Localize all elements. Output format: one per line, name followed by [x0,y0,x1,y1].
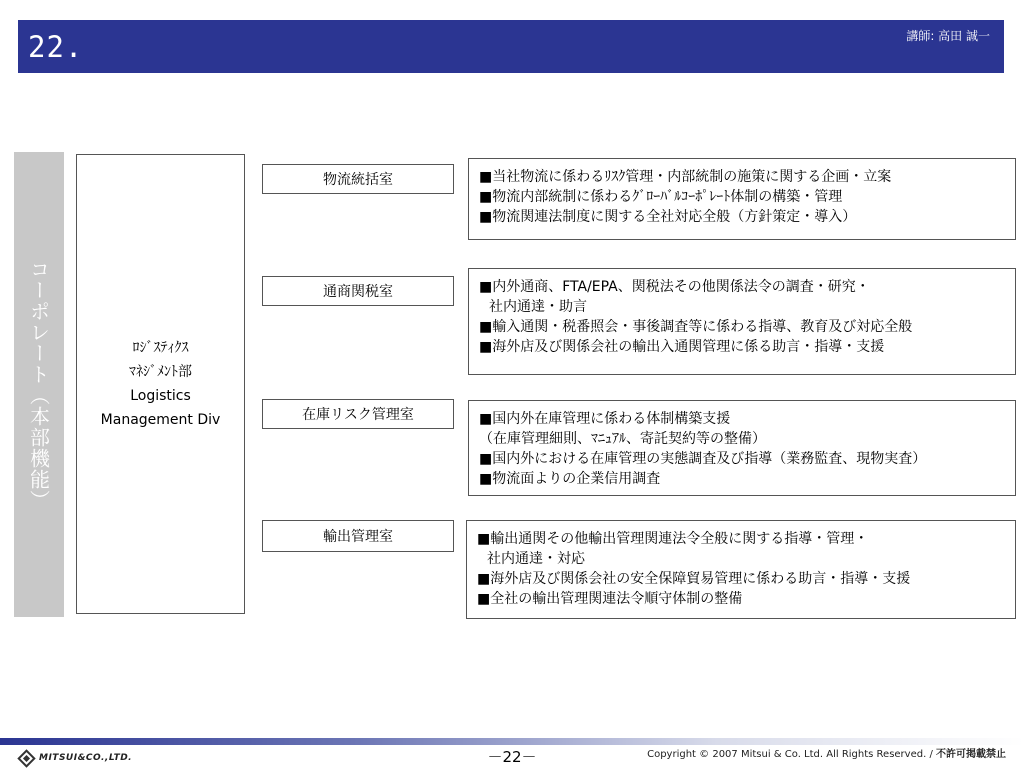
reprint-prohibited-text: 不許可掲載禁止 [936,749,1006,760]
department-line: ﾏﾈｼﾞﾒﾝﾄ部 [129,364,192,380]
department-box [76,154,245,614]
corporate-sidebar [14,152,64,617]
duty-box [468,400,1016,496]
logo-text: MITSUI&CO.,LTD. [39,753,133,763]
office-box: 在庫リスク管理室 [262,399,454,429]
office-box: 輸出管理室 [262,520,454,552]
department-line: Management Div [100,412,221,428]
duty-line: ■海外店及び関係会社の安全保障貿易管理に係わる助言・指導・支援 [477,571,911,587]
duty-line: ■国内外における在庫管理の実態調査及び指導（業務監査、現物実査） [479,451,927,467]
page-number: －22－ [487,748,537,766]
duty-line: 社内通達・対応 [487,551,585,567]
duty-line: ■物流面よりの企業信用調査 [479,471,661,487]
duty-box [468,268,1016,375]
duty-line: 社内通達・助言 [489,299,587,315]
corporate-label: コーポレート（本部機能） [26,258,51,511]
department-line: ﾛｼﾞｽﾃｨｸｽ [132,340,189,356]
duty-line: （在庫管理細則、ﾏﾆｭｱﾙ、寄託契約等の整備） [479,431,766,447]
slide-number: 22. [28,30,84,64]
duty-box [468,158,1016,240]
office-box: 通商関税室 [262,276,454,306]
duty-line: ■物流関連法制度に関する全社対応全般（方針策定・導入） [479,209,857,225]
office-box: 物流統括室 [262,164,454,194]
duty-line: ■内外通商、FTA/EPA、関税法その他関係法令の調査・研究・ [479,279,870,295]
lecturer-label: 講師: 高田 誠一 [906,29,990,43]
footer-gradient-bar [0,738,1024,745]
title-bar [18,20,1004,73]
department-line: Logistics [130,388,191,404]
copyright-text: Copyright © 2007 Mitsui & Co. Ltd. All Rights Reserved. / [647,749,936,760]
duty-line: ■物流内部統制に係わるｸﾞﾛｰﾊﾞﾙｺｰﾎﾟﾚｰﾄ体制の構築・管理 [479,189,843,205]
duty-line: ■全社の輸出管理関連法令順守体制の整備 [477,591,743,607]
duty-box [466,520,1016,619]
duty-line: ■国内外在庫管理に係わる体制構築支援 [479,411,731,427]
duty-line: ■当社物流に係わるﾘｽｸ管理・内部統制の施策に関する企画・立案 [479,169,892,185]
copyright-notice [647,745,1006,760]
duty-line: ■海外店及び関係会社の輸出入通関管理に係る助言・指導・支援 [479,339,885,355]
duty-line: ■輸出通関その他輸出管理関連法令全般に関する指導・管理・ [477,531,869,547]
duty-line: ■輸入通関・税番照会・事後調査等に係わる指導、教育及び対応全般 [479,319,913,335]
